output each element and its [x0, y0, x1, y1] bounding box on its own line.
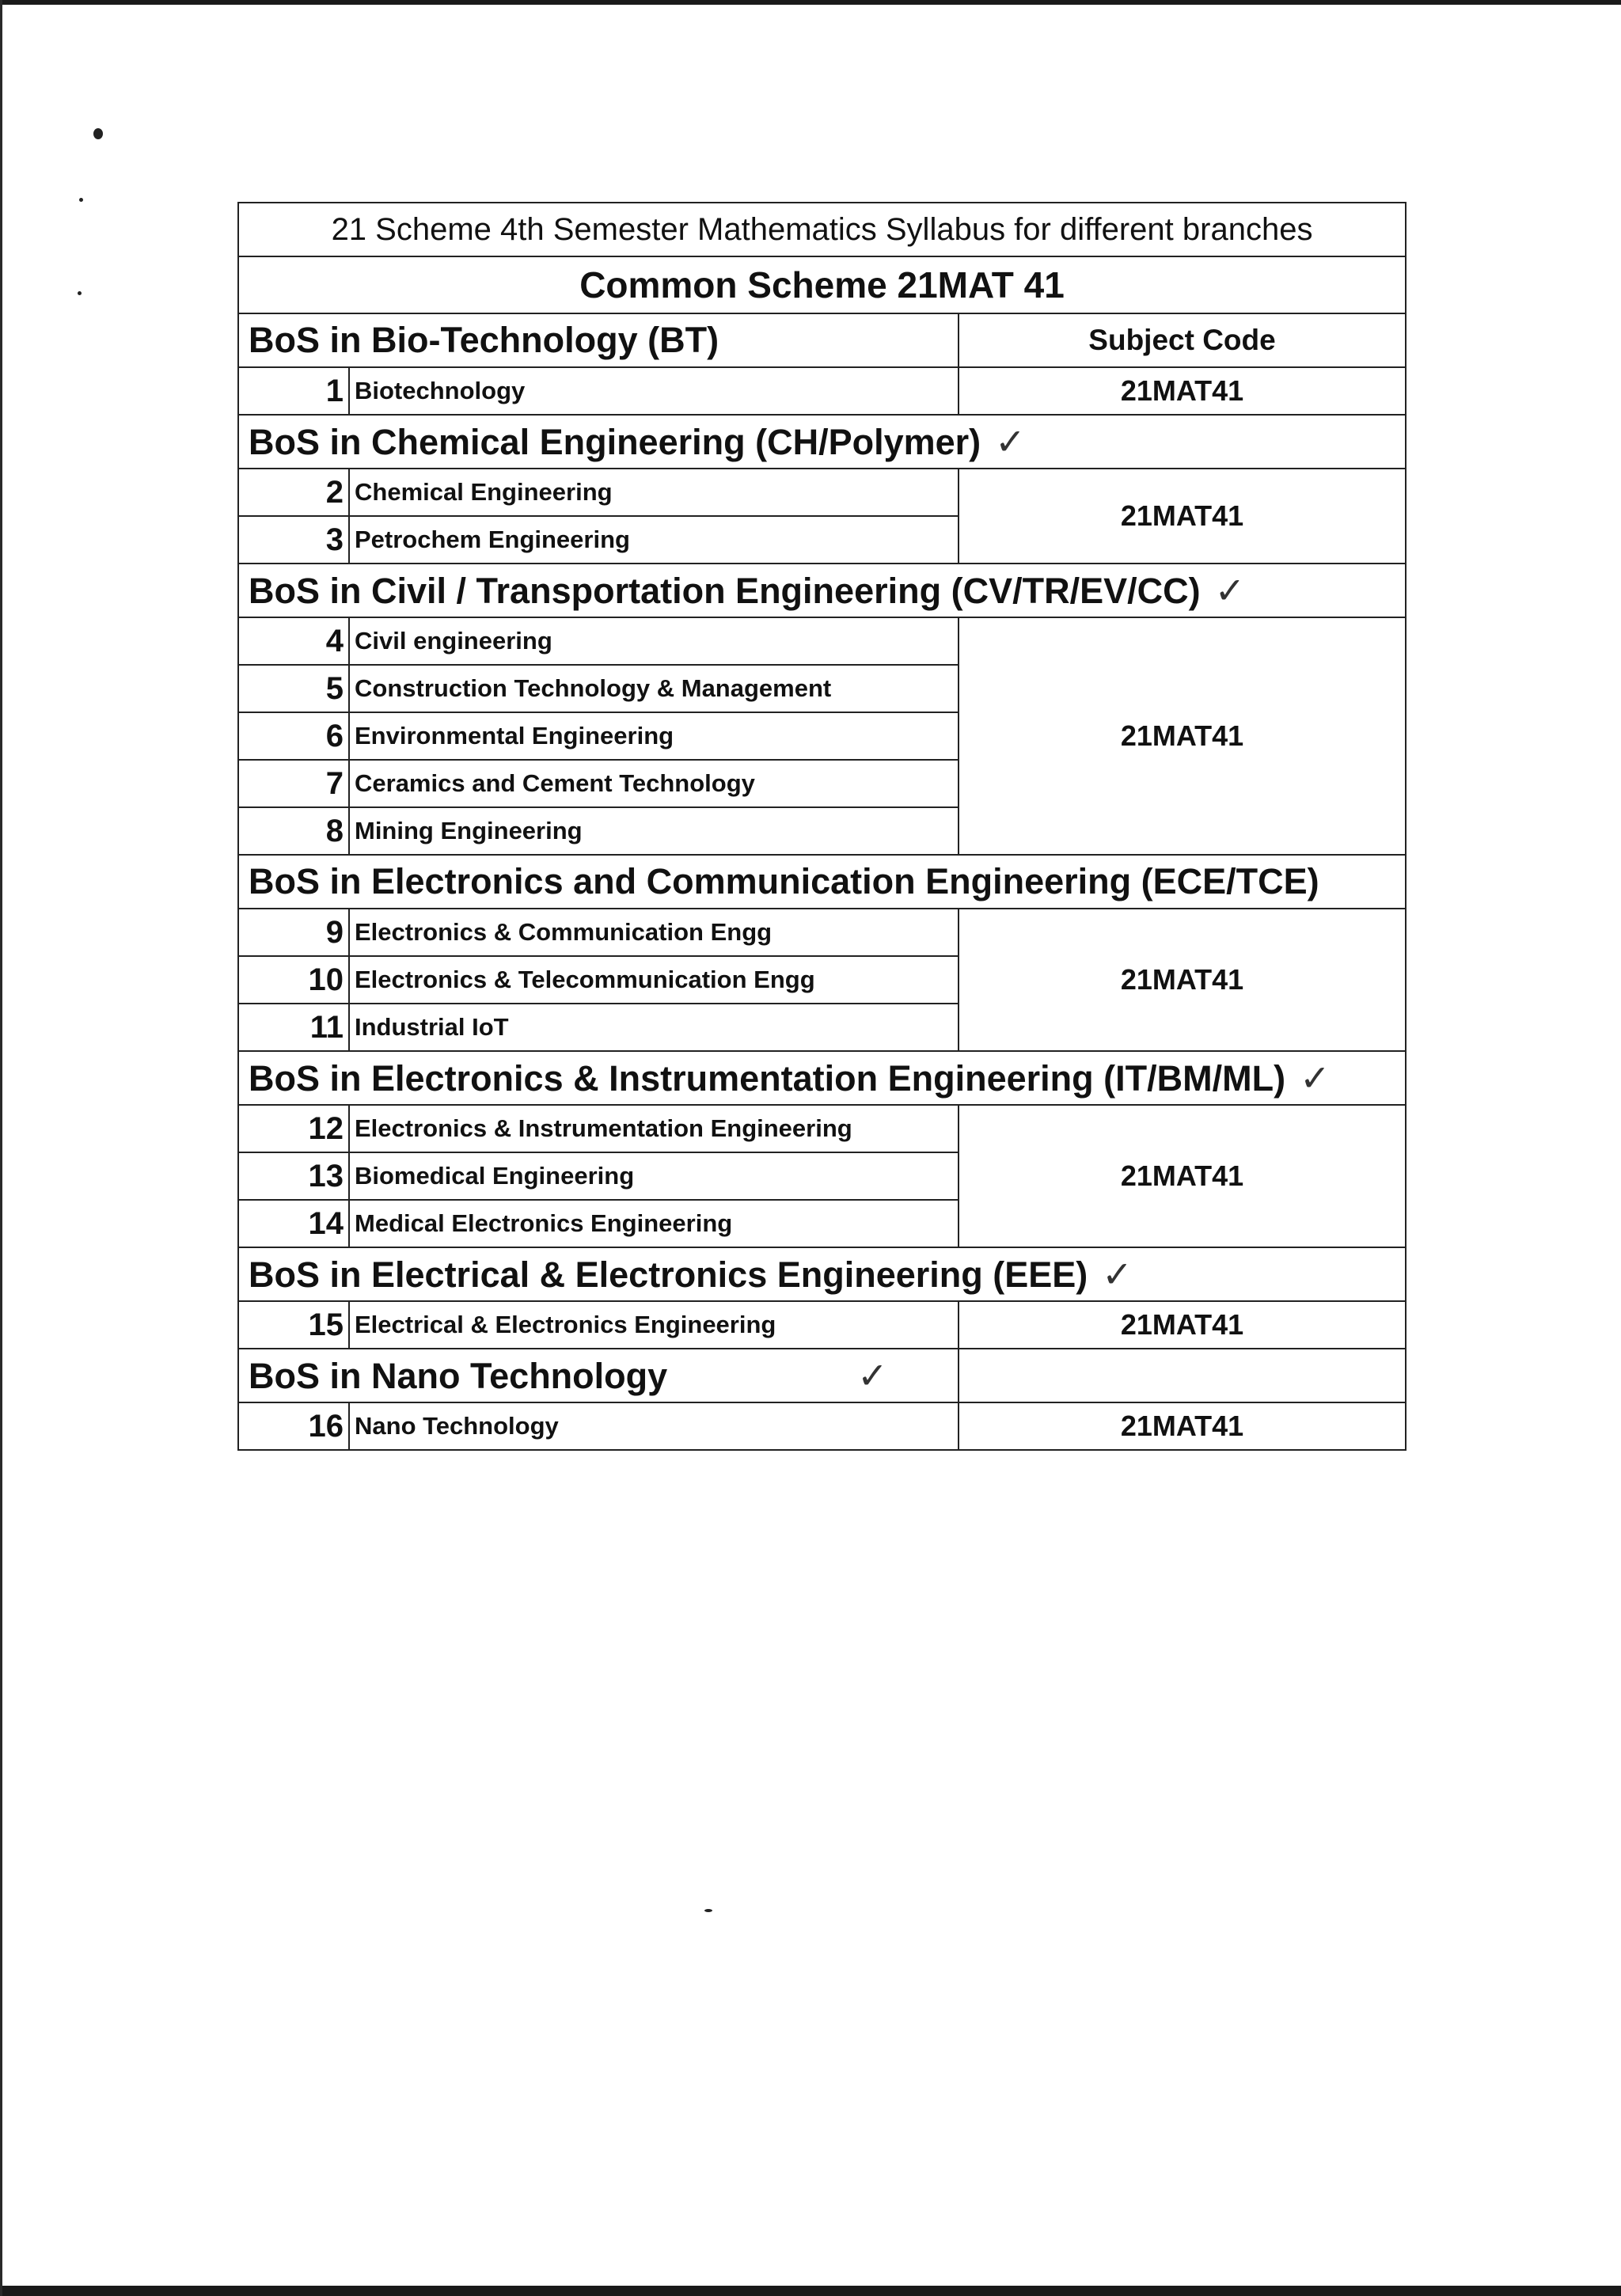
branch-name: Environmental Engineering [349, 712, 959, 760]
bos-heading-row [238, 855, 1406, 909]
scan-speck [79, 198, 83, 202]
branch-name: Mining Engineering [349, 807, 959, 855]
branch-number: 1 [238, 367, 349, 415]
branch-name: Biomedical Engineering [349, 1152, 959, 1200]
branch-number: 9 [238, 909, 349, 956]
branch-name: Electrical & Electronics Engineering [349, 1301, 959, 1349]
branch-number: 2 [238, 469, 349, 516]
branch-name: Electronics & Communication Engg [349, 909, 959, 956]
bos-heading-row [238, 1247, 1406, 1301]
check-mark-icon: ✓ [1102, 1253, 1133, 1296]
branch-name: Civil engineering [349, 617, 959, 665]
branch-name: Petrochem Engineering [349, 516, 959, 564]
branch-number: 7 [238, 760, 349, 807]
branch-name: Medical Electronics Engineering [349, 1200, 959, 1247]
subject-code: 21MAT41 [959, 469, 1406, 564]
scan-speck [93, 128, 103, 139]
branch-number: 10 [238, 956, 349, 1004]
branch-name: Ceramics and Cement Technology [349, 760, 959, 807]
branch-name: Electronics & Instrumentation Engineering [349, 1105, 959, 1152]
branch-name: Nano Technology [349, 1402, 959, 1450]
common-scheme-heading: Common Scheme 21MAT 41 [238, 256, 1406, 313]
syllabus-sheet [237, 202, 1405, 1451]
branch-name: Chemical Engineering [349, 469, 959, 516]
branch-number: 14 [238, 1200, 349, 1247]
document-title-row [238, 203, 1406, 256]
bos-heading-row [238, 564, 1406, 617]
bos-heading-row [238, 1349, 1406, 1402]
subject-code: 21MAT41 [959, 617, 1406, 855]
branch-name: Biotechnology [349, 367, 959, 415]
table-row [238, 1402, 1406, 1450]
bos-heading: BoS in Civil / Transportation Engineering (CV/TR/EV/CC) ✓ [238, 564, 1406, 617]
empty-cell [959, 1349, 1406, 1402]
subject-code: 21MAT41 [959, 1105, 1406, 1247]
bos-heading-row [238, 1051, 1406, 1105]
subject-code: 21MAT41 [959, 367, 1406, 415]
table-row [238, 1301, 1406, 1349]
branch-number: 5 [238, 665, 349, 712]
table-row [238, 1105, 1406, 1152]
scan-speck [704, 1909, 712, 1912]
check-mark-icon: ✓ [1300, 1057, 1331, 1099]
subject-code-header: Subject Code [959, 313, 1406, 367]
scan-speck [78, 291, 82, 295]
bos-heading: BoS in Electronics & Instrumentation Engineering (IT/BM/ML) ✓ [238, 1051, 1406, 1105]
branch-number: 3 [238, 516, 349, 564]
branch-name: Construction Technology & Management [349, 665, 959, 712]
syllabus-table [237, 202, 1407, 1451]
check-mark-icon: ✓ [857, 1354, 888, 1397]
table-row [238, 617, 1406, 665]
branch-name: Industrial IoT [349, 1004, 959, 1051]
document-title: 21 Scheme 4th Semester Mathematics Syllabus for different branches [238, 203, 1406, 256]
branch-number: 6 [238, 712, 349, 760]
bos-heading-row [238, 415, 1406, 469]
subject-code: 21MAT41 [959, 909, 1406, 1051]
check-mark-icon: ✓ [1214, 569, 1246, 612]
bos-heading-row [238, 313, 1406, 367]
table-row [238, 367, 1406, 415]
bos-heading: BoS in Electrical & Electronics Engineering (EEE) ✓ [238, 1247, 1406, 1301]
scan-border-top [0, 0, 1621, 5]
bos-heading: BoS in Chemical Engineering (CH/Polymer) ✓ [238, 415, 1406, 469]
bos-heading: BoS in Nano Technology ✓ [238, 1349, 959, 1402]
table-row [238, 909, 1406, 956]
scan-border-left [0, 0, 2, 2296]
bos-heading: BoS in Electronics and Communication Engineering (ECE/TCE) [238, 855, 1406, 909]
bos-heading: BoS in Bio-Technology (BT) [238, 313, 959, 367]
subject-code: 21MAT41 [959, 1301, 1406, 1349]
branch-name: Electronics & Telecommunication Engg [349, 956, 959, 1004]
branch-number: 11 [238, 1004, 349, 1051]
subject-code: 21MAT41 [959, 1402, 1406, 1450]
branch-number: 16 [238, 1402, 349, 1450]
branch-number: 13 [238, 1152, 349, 1200]
check-mark-icon: ✓ [995, 420, 1026, 463]
branch-number: 15 [238, 1301, 349, 1349]
branch-number: 4 [238, 617, 349, 665]
scan-border-bottom [0, 2286, 1621, 2296]
common-scheme-row [238, 256, 1406, 313]
table-row [238, 469, 1406, 516]
branch-number: 12 [238, 1105, 349, 1152]
branch-number: 8 [238, 807, 349, 855]
